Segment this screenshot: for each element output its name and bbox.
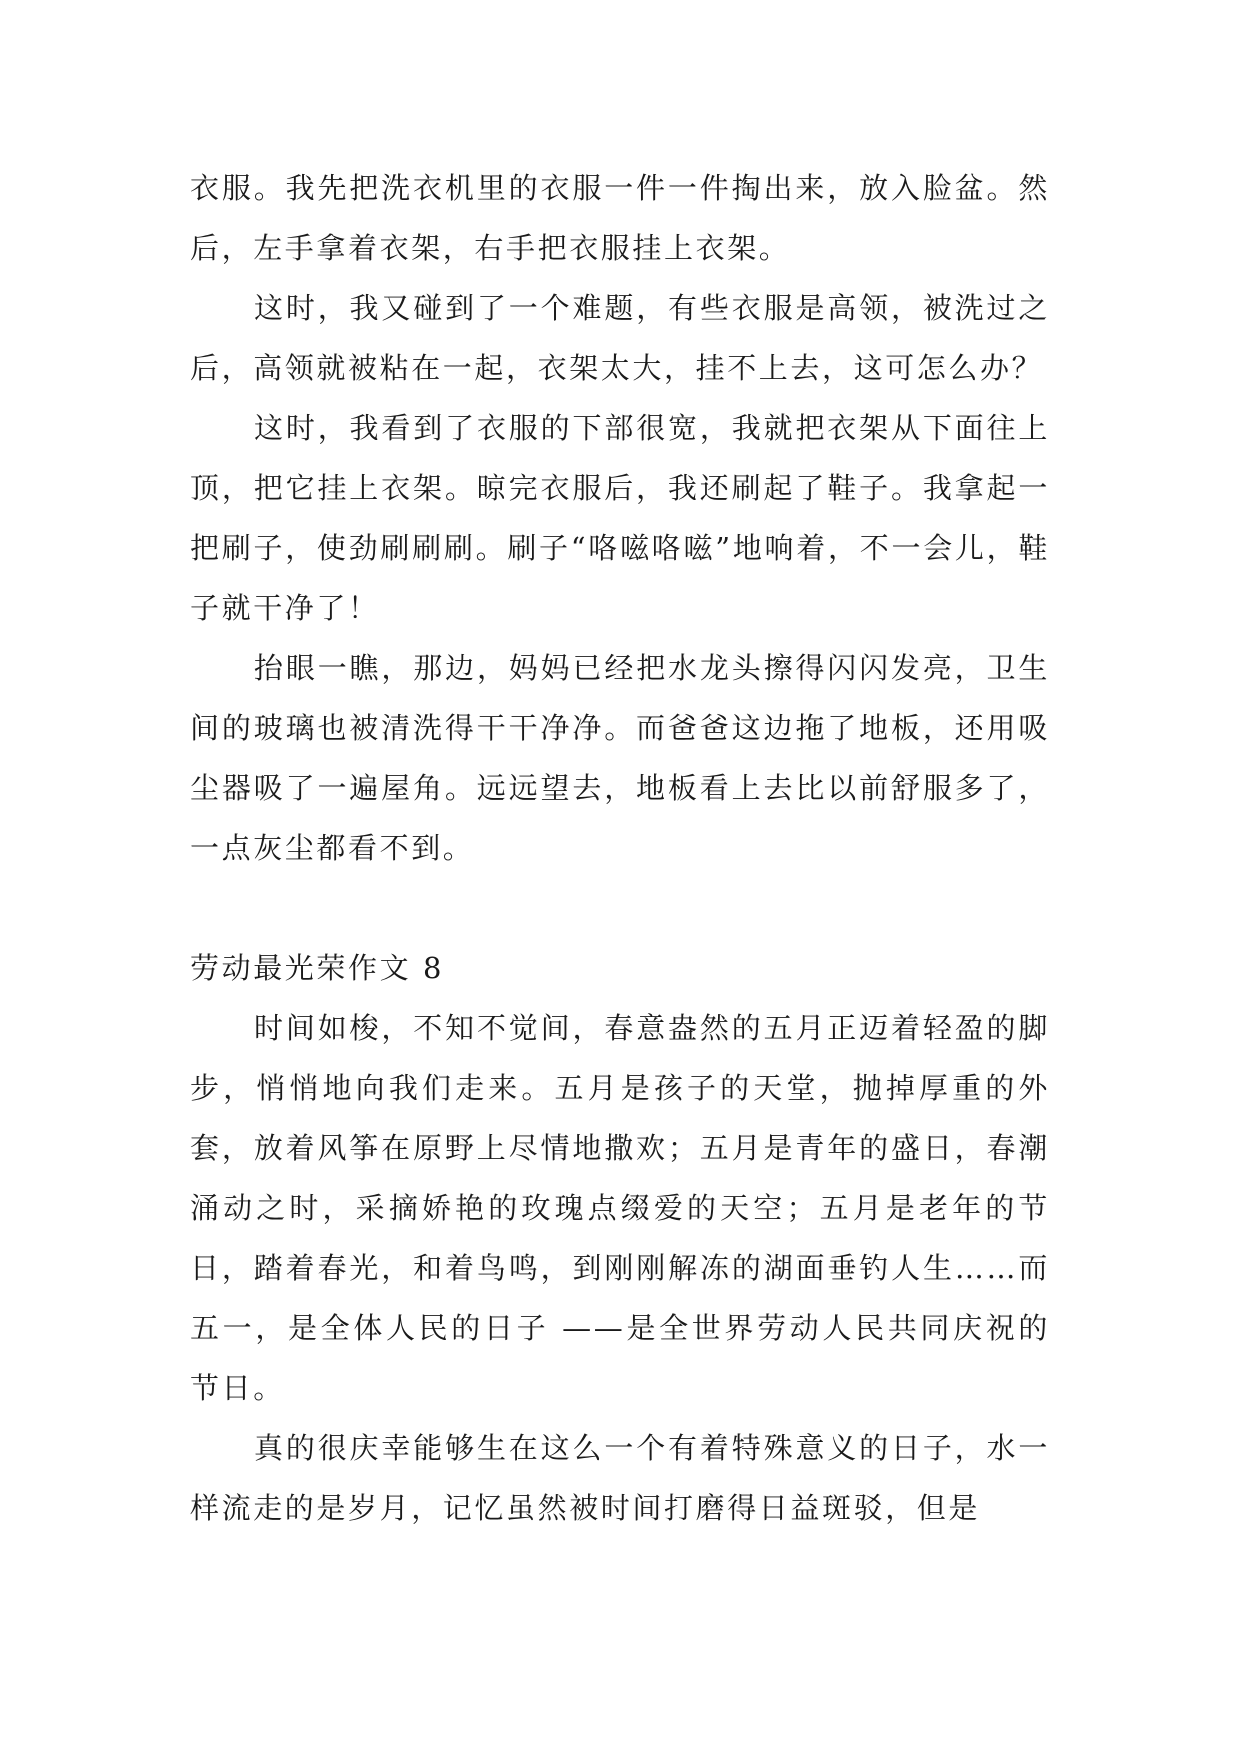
paragraph: 抬眼一瞧，那边，妈妈已经把水龙头擦得闪闪发亮，卫生间的玻璃也被清洗得干干净净。而爸爸这边拖了地板，还用吸尘器吸了一遍屋角。远远望去，地板看上去比以前舒服多了，一点灰尘都看不到。 (190, 651, 1050, 865)
paragraph: 衣服。我先把洗衣机里的衣服一件一件掏出来，放入脸盆。然后，左手拿着衣架，右手把衣服挂上衣架。 (190, 171, 1050, 265)
document-body (190, 158, 1050, 1538)
paragraph: 这时，我又碰到了一个难题，有些衣服是高领，被洗过之后，高领就被粘在一起，衣架太大，挂不上去，这可怎么办？ (190, 291, 1050, 385)
paragraph: 这时，我看到了衣服的下部很宽，我就把衣架从下面往上顶，把它挂上衣架。晾完衣服后，我还刷起了鞋子。我拿起一把刷子，使劲刷刷刷。刷子“咯嗞咯嗞”地响着，不一会儿，鞋子就干净了！ (190, 411, 1050, 625)
paragraph: 真的很庆幸能够生在这么一个有着特殊意义的日子，水一样流走的是岁月，记忆虽然被时间打磨得日益斑驳，但是 (190, 1431, 1050, 1525)
paragraph: 时间如梭，不知不觉间，春意盎然的五月正迈着轻盈的脚步，悄悄地向我们走来。五月是孩子的天堂，抛掉厚重的外套，放着风筝在原野上尽情地撒欢；五月是青年的盛日，春潮涌动之时，采摘娇艳的玫瑰点缀爱的天空；五月是老年的节日，踏着春光，和着鸟鸣，到刚刚解冻的湖面垂钓人生……而五一，是全体人民的日子 ——是全世界劳动人民共同庆祝的节日。 (190, 1011, 1050, 1405)
section-title: 劳动最光荣作文 8 (190, 951, 445, 985)
